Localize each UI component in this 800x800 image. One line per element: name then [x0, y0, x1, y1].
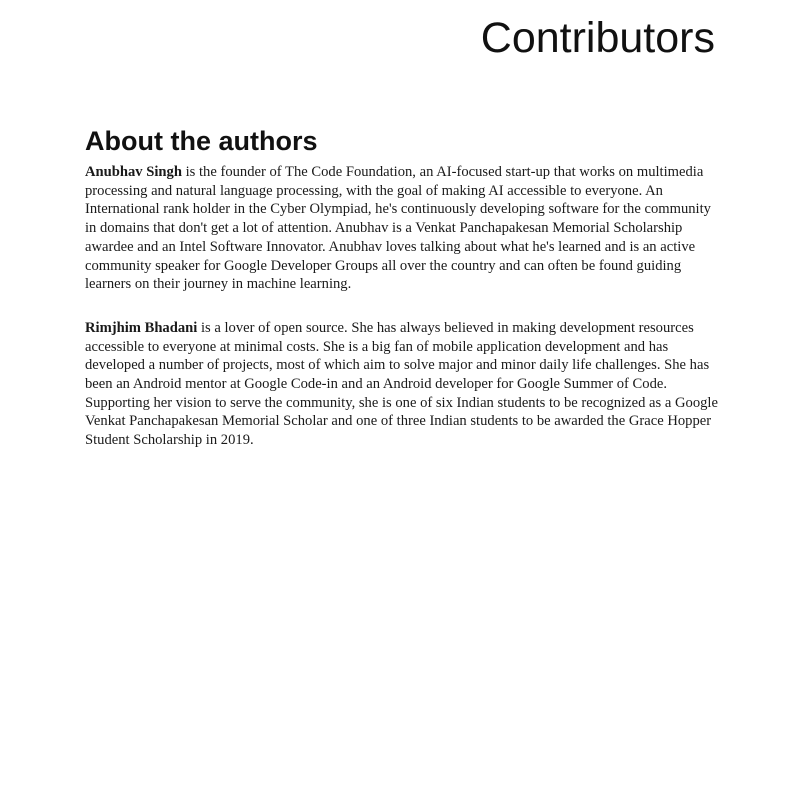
chapter-title: Contributors: [480, 14, 715, 62]
author-bio: [85, 319, 725, 450]
author-bio-text: is the founder of The Code Foundation, an AI-focused start-up that works on multimedia processing and natural language processing, with the goal of making AI accessible to everyone. An International rank holder in the Cyber Olympiad, he's continuously developing software for the community in domains that don't get a lot of attention. Anubhav is a Venkat Panchapakesan Memorial Scholarship awardee and an Intel Software Innovator. Anubhav loves talking about what he's learned and is an active community speaker for Google Developer Groups all over the country and can often be found guiding learners on their journey in machine learning.: [85, 164, 711, 293]
author-bio: [85, 163, 725, 294]
about-authors-section: [85, 124, 725, 450]
author-bio-text: is a lover of open source. She has always believed in making development resources accessible to everyone at minimal costs. She is a big fan of mobile application development and has developed a number of projects, most of which aim to solve major and minor daily life challenges. She has been an Android mentor at Google Code-in and an Android developer for Google Summer of Code. Supporting her vision to serve the community, she is one of six Indian students to be recognized as a Google Venkat Panchapakesan Memorial Scholar and one of three Indian students to be awarded the Grace Hopper Student Scholarship in 2019.: [85, 319, 718, 449]
author-name: Rimjhim Bhadani: [85, 319, 198, 336]
section-heading: About the authors: [85, 126, 318, 156]
author-name: Anubhav Singh: [85, 164, 182, 180]
